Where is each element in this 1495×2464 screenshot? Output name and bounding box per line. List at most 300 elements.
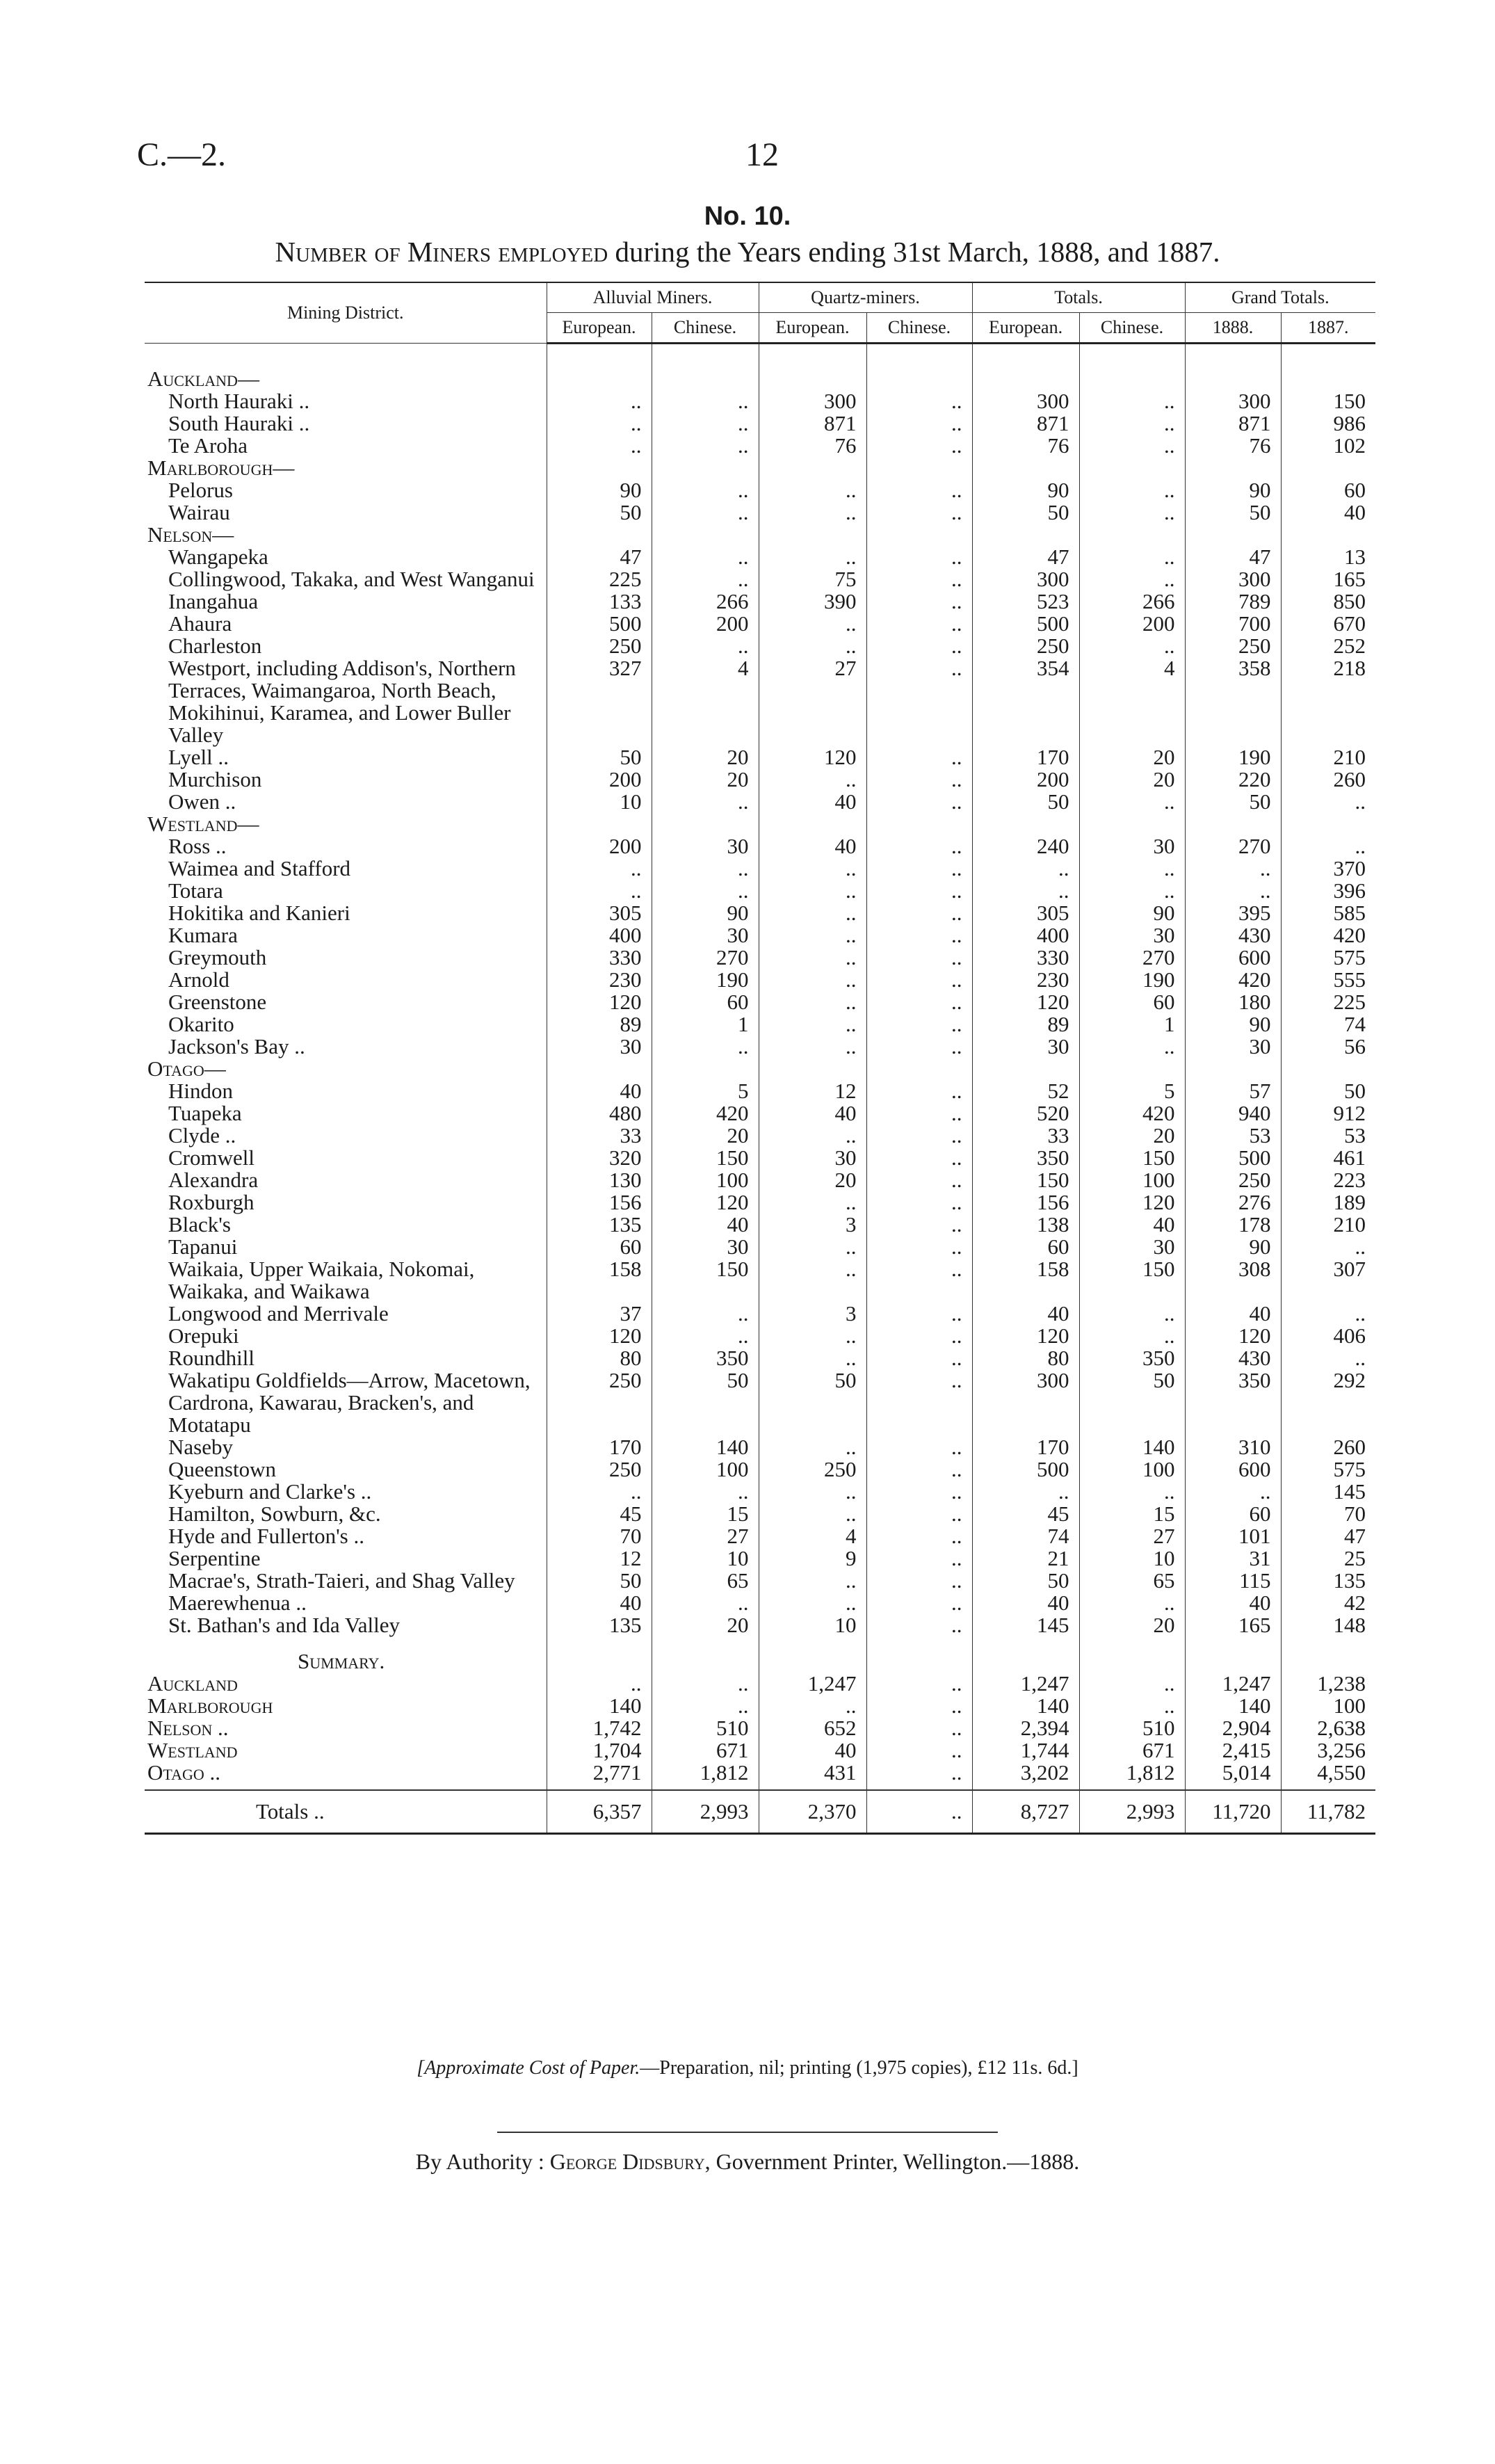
grand-1888-cell xyxy=(1185,368,1281,390)
district-name: Longwood and Merrivale xyxy=(168,1301,389,1326)
quartz-european-cell: .. xyxy=(759,1125,866,1147)
alluvial-european-cell: 133 xyxy=(547,590,652,613)
quartz-chinese-cell: .. xyxy=(866,1347,972,1369)
alluvial-chinese-cell: 27 xyxy=(652,1525,759,1547)
quartz-chinese-cell: .. xyxy=(866,1458,972,1481)
quartz-chinese-cell: .. xyxy=(866,991,972,1013)
table-row xyxy=(145,1436,1375,1458)
alluvial-chinese-cell: 350 xyxy=(652,1347,759,1369)
district-name: Pelorus xyxy=(168,478,233,502)
table-row xyxy=(145,902,1375,924)
district-name: Owen .. xyxy=(168,789,236,814)
alluvial-chinese-cell: 65 xyxy=(652,1570,759,1592)
alluvial-european-cell: 90 xyxy=(547,479,652,501)
alluvial-chinese-cell: 50 xyxy=(652,1369,759,1436)
quartz-european-cell: .. xyxy=(759,1258,866,1303)
alluvial-chinese-cell: 1 xyxy=(652,1013,759,1036)
grand-1887-cell: 292 xyxy=(1281,1369,1375,1436)
totals-chinese-cell: 20 xyxy=(1079,746,1185,768)
table-row xyxy=(145,501,1375,524)
quartz-chinese-cell: .. xyxy=(866,1303,972,1325)
quartz-european-cell: 652 xyxy=(759,1717,866,1739)
grand-1887-cell: 100 xyxy=(1281,1695,1375,1717)
grand-1888-cell: 5,014 xyxy=(1185,1762,1281,1784)
totals-european-cell: 523 xyxy=(972,590,1079,613)
grand-1888-cell: 57 xyxy=(1185,1080,1281,1102)
quartz-chinese-cell: .. xyxy=(866,1790,972,1834)
table-row xyxy=(145,969,1375,991)
alluvial-chinese-cell: .. xyxy=(652,791,759,813)
grand-1888-cell: 358 xyxy=(1185,657,1281,746)
quartz-chinese-cell: .. xyxy=(866,657,972,746)
section-row xyxy=(145,1058,1375,1080)
totals-chinese-cell: 671 xyxy=(1079,1739,1185,1762)
alluvial-european-cell: 250 xyxy=(547,635,652,657)
totals-european-cell: 8,727 xyxy=(972,1790,1079,1834)
quartz-european-cell: 4 xyxy=(759,1525,866,1547)
alluvial-european-cell: .. xyxy=(547,857,652,880)
alluvial-european-cell: 50 xyxy=(547,746,652,768)
alluvial-european-cell: 400 xyxy=(547,924,652,947)
alluvial-chinese-cell xyxy=(652,457,759,479)
alluvial-european-header: European. xyxy=(547,313,652,344)
alluvial-chinese-cell: 140 xyxy=(652,1436,759,1458)
totals-chinese-cell: .. xyxy=(1079,857,1185,880)
quartz-european-cell: .. xyxy=(759,479,866,501)
alluvial-european-cell: .. xyxy=(547,412,652,435)
imprint-suffix: , Government Printer, Wellington.—1888. xyxy=(704,2149,1080,2174)
quartz-european-cell: 40 xyxy=(759,835,866,857)
table-row xyxy=(145,1458,1375,1481)
grand-1887-cell: 420 xyxy=(1281,924,1375,947)
grand-1887-cell: 210 xyxy=(1281,746,1375,768)
cost-note-label: [Approximate Cost of Paper. xyxy=(417,2057,640,2079)
district-name: Ross .. xyxy=(168,834,227,858)
quartz-chinese-cell: .. xyxy=(866,1570,972,1592)
quartz-european-cell: .. xyxy=(759,1236,866,1258)
totals-european-cell: 145 xyxy=(972,1614,1079,1636)
grand-1887-cell: 406 xyxy=(1281,1325,1375,1347)
totals-row xyxy=(145,1790,1375,1834)
district-name: Tuapeka xyxy=(168,1101,242,1125)
title-rest: during the Years ending 31st March, 1888, and 1887. xyxy=(608,236,1220,268)
totals-european-cell xyxy=(972,457,1079,479)
grand-1887-cell: 670 xyxy=(1281,613,1375,635)
alluvial-european-cell: 230 xyxy=(547,969,652,991)
totals-european-cell xyxy=(972,1058,1079,1080)
quartz-european-cell: .. xyxy=(759,1013,866,1036)
grand-1887-cell: 218 xyxy=(1281,657,1375,746)
quartz-european-cell: 300 xyxy=(759,390,866,412)
totals-chinese-cell: .. xyxy=(1079,1695,1185,1717)
totals-european-cell: .. xyxy=(972,880,1079,902)
alluvial-chinese-cell: 20 xyxy=(652,768,759,791)
alluvial-chinese-cell: .. xyxy=(652,857,759,880)
district-name: Arnold xyxy=(168,967,229,992)
totals-european-cell: 45 xyxy=(972,1503,1079,1525)
table-row xyxy=(145,1762,1375,1784)
table-row xyxy=(145,1525,1375,1547)
alluvial-chinese-cell: .. xyxy=(652,546,759,568)
totals-chinese-cell xyxy=(1079,524,1185,546)
table-row xyxy=(145,835,1375,857)
footer-rule xyxy=(497,2132,998,2133)
totals-european-cell: 871 xyxy=(972,412,1079,435)
district-name: Nelson .. xyxy=(147,1716,229,1740)
grand-1888-cell: 50 xyxy=(1185,791,1281,813)
table-row xyxy=(145,568,1375,590)
alluvial-chinese-cell: 1,812 xyxy=(652,1762,759,1784)
section-name: Otago— xyxy=(147,1056,226,1081)
quartz-european-cell: 3 xyxy=(759,1303,866,1325)
grand-1888-cell: 140 xyxy=(1185,1695,1281,1717)
alluvial-european-cell: 47 xyxy=(547,546,652,568)
totals-european-cell: 300 xyxy=(972,1369,1079,1436)
grand-1888-cell xyxy=(1185,813,1281,835)
totals-chinese-cell: .. xyxy=(1079,435,1185,457)
totals-european-cell: 138 xyxy=(972,1214,1079,1236)
alluvial-european-cell: 200 xyxy=(547,835,652,857)
totals-chinese-cell: 90 xyxy=(1079,902,1185,924)
table-number: No. 10. xyxy=(704,202,791,231)
grand-1888-cell: 30 xyxy=(1185,1036,1281,1058)
alluvial-european-cell: 500 xyxy=(547,613,652,635)
totals-european-cell xyxy=(972,524,1079,546)
alluvial-european-cell: 120 xyxy=(547,991,652,1013)
quartz-european-cell: .. xyxy=(759,1036,866,1058)
quartz-chinese-cell xyxy=(866,1784,972,1790)
district-name: Queenstown xyxy=(168,1457,276,1481)
alluvial-chinese-cell: 2,993 xyxy=(652,1790,759,1834)
district-name xyxy=(145,1784,547,1790)
miners-table xyxy=(145,282,1375,1835)
grand-1887-cell: 575 xyxy=(1281,1458,1375,1481)
alluvial-european-cell: 10 xyxy=(547,791,652,813)
grand-1887-cell: 25 xyxy=(1281,1547,1375,1570)
grand-1887-cell: 260 xyxy=(1281,1436,1375,1458)
district-name: South Hauraki .. xyxy=(168,411,310,435)
alluvial-chinese-cell: 10 xyxy=(652,1547,759,1570)
alluvial-european-cell: 225 xyxy=(547,568,652,590)
quartz-chinese-cell xyxy=(866,368,972,390)
grand-1887-cell: 370 xyxy=(1281,857,1375,880)
grand-1887-cell: 40 xyxy=(1281,501,1375,524)
year-1887-header: 1887. xyxy=(1281,313,1375,344)
quartz-chinese-cell: .. xyxy=(866,924,972,947)
quartz-chinese-cell: .. xyxy=(866,412,972,435)
grand-totals-header: Grand Totals. xyxy=(1185,282,1375,313)
quartz-european-cell: .. xyxy=(759,1592,866,1614)
quartz-european-cell xyxy=(759,1784,866,1790)
grand-1887-cell: 70 xyxy=(1281,1503,1375,1525)
grand-1887-cell: 850 xyxy=(1281,590,1375,613)
grand-1887-cell: 555 xyxy=(1281,969,1375,991)
alluvial-chinese-cell: 30 xyxy=(652,924,759,947)
alluvial-european-cell: 158 xyxy=(547,1258,652,1303)
grand-1888-cell xyxy=(1185,457,1281,479)
section-row xyxy=(145,457,1375,479)
alluvial-european-cell: 40 xyxy=(547,1080,652,1102)
table-row xyxy=(145,991,1375,1013)
district-name: Jackson's Bay .. xyxy=(168,1034,305,1058)
table-row xyxy=(145,1592,1375,1614)
table-row xyxy=(145,1784,1375,1790)
quartz-chinese-cell: .. xyxy=(866,1673,972,1695)
totals-chinese-cell: 20 xyxy=(1079,1614,1185,1636)
district-name: Okarito xyxy=(168,1012,234,1036)
alluvial-european-cell: .. xyxy=(547,390,652,412)
grand-1887-cell: 210 xyxy=(1281,1214,1375,1236)
quartz-chinese-cell: .. xyxy=(866,1325,972,1347)
totals-chinese-cell: .. xyxy=(1079,412,1185,435)
quartz-european-cell: .. xyxy=(759,1436,866,1458)
section-name: Westland— xyxy=(147,812,259,836)
alluvial-european-cell xyxy=(547,344,652,369)
district-name: Tapanui xyxy=(168,1234,238,1259)
totals-chinese-cell: 20 xyxy=(1079,768,1185,791)
totals-european-cell xyxy=(972,1784,1079,1790)
totals-european-cell: 33 xyxy=(972,1125,1079,1147)
quartz-european-cell: 10 xyxy=(759,1614,866,1636)
quartz-chinese-cell: .. xyxy=(866,390,972,412)
quartz-european-cell: 250 xyxy=(759,1458,866,1481)
alluvial-european-cell: 40 xyxy=(547,1592,652,1614)
grand-1887-cell xyxy=(1281,524,1375,546)
district-name: North Hauraki .. xyxy=(168,389,310,413)
district-name: Greenstone xyxy=(168,990,267,1014)
alluvial-chinese-cell: 671 xyxy=(652,1739,759,1762)
district-name: Roundhill xyxy=(168,1346,255,1370)
alluvial-european-cell xyxy=(547,1784,652,1790)
grand-1888-cell: 1,247 xyxy=(1185,1673,1281,1695)
quartz-chinese-cell: .. xyxy=(866,501,972,524)
table-row xyxy=(145,1013,1375,1036)
grand-1888-cell: 310 xyxy=(1185,1436,1281,1458)
alluvial-european-cell: .. xyxy=(547,880,652,902)
table-row xyxy=(145,613,1375,635)
grand-1888-cell: 300 xyxy=(1185,390,1281,412)
alluvial-european-cell: 120 xyxy=(547,1325,652,1347)
grand-1888-cell: .. xyxy=(1185,880,1281,902)
quartz-chinese-cell: .. xyxy=(866,768,972,791)
district-name: Kumara xyxy=(168,923,238,947)
quartz-header: Quartz-miners. xyxy=(759,282,972,313)
table-row xyxy=(145,635,1375,657)
alluvial-chinese-cell: .. xyxy=(652,1303,759,1325)
printer-imprint xyxy=(0,2149,1495,2175)
alluvial-chinese-cell: 270 xyxy=(652,947,759,969)
grand-1888-cell: 350 xyxy=(1185,1369,1281,1436)
table-title xyxy=(0,235,1495,268)
alluvial-european-cell: 80 xyxy=(547,1347,652,1369)
table-row xyxy=(145,1369,1375,1436)
alluvial-european-cell: 30 xyxy=(547,1036,652,1058)
grand-1888-cell: 700 xyxy=(1185,613,1281,635)
quartz-european-cell: 871 xyxy=(759,412,866,435)
quartz-chinese-cell: .. xyxy=(866,568,972,590)
quartz-european-cell: 40 xyxy=(759,1739,866,1762)
totals-chinese-cell: 15 xyxy=(1079,1503,1185,1525)
totals-chinese-cell: .. xyxy=(1079,1036,1185,1058)
quartz-chinese-cell: .. xyxy=(866,947,972,969)
quartz-european-cell: .. xyxy=(759,1695,866,1717)
quartz-chinese-cell xyxy=(866,344,972,369)
title-smallcaps: Number of Miners employed xyxy=(275,236,608,268)
quartz-european-cell xyxy=(759,524,866,546)
table-row xyxy=(145,1481,1375,1503)
quartz-chinese-cell: .. xyxy=(866,1525,972,1547)
totals-european-cell: 50 xyxy=(972,791,1079,813)
totals-european-cell: 21 xyxy=(972,1547,1079,1570)
quartz-european-cell: 3 xyxy=(759,1214,866,1236)
totals-european-cell: 40 xyxy=(972,1592,1079,1614)
table-row xyxy=(145,546,1375,568)
grand-1887-cell: 60 xyxy=(1281,479,1375,501)
totals-chinese-cell xyxy=(1079,344,1185,369)
alluvial-chinese-cell: 60 xyxy=(652,991,759,1013)
grand-1888-cell: 2,415 xyxy=(1185,1739,1281,1762)
quartz-european-cell: .. xyxy=(759,880,866,902)
grand-1888-cell: 53 xyxy=(1185,1125,1281,1147)
grand-1887-cell: .. xyxy=(1281,1303,1375,1325)
grand-1888-cell: 190 xyxy=(1185,746,1281,768)
totals-european-cell xyxy=(972,344,1079,369)
totals-european-cell: 305 xyxy=(972,902,1079,924)
totals-european-cell: 300 xyxy=(972,390,1079,412)
totals-chinese-cell: 30 xyxy=(1079,835,1185,857)
quartz-european-cell: .. xyxy=(759,924,866,947)
alluvial-chinese-cell: 100 xyxy=(652,1169,759,1191)
table-row xyxy=(145,746,1375,768)
totals-european-cell: 90 xyxy=(972,479,1079,501)
totals-chinese-cell: 50 xyxy=(1079,1369,1185,1436)
quartz-european-cell: .. xyxy=(759,969,866,991)
grand-1888-cell: 90 xyxy=(1185,479,1281,501)
district-name: Kyeburn and Clarke's .. xyxy=(168,1479,372,1504)
grand-1888-cell: 600 xyxy=(1185,947,1281,969)
totals-chinese-cell: 1,812 xyxy=(1079,1762,1185,1784)
totals-european-cell: 40 xyxy=(972,1303,1079,1325)
quartz-european-cell: 2,370 xyxy=(759,1790,866,1834)
alluvial-european-cell: 140 xyxy=(547,1695,652,1717)
quartz-chinese-cell: .. xyxy=(866,1762,972,1784)
totals-chinese-cell: 100 xyxy=(1079,1458,1185,1481)
grand-1887-cell: 307 xyxy=(1281,1258,1375,1303)
table-row xyxy=(145,1125,1375,1147)
quartz-chinese-cell: .. xyxy=(866,1739,972,1762)
totals-chinese-cell xyxy=(1079,1784,1185,1790)
totals-european-cell: 52 xyxy=(972,1080,1079,1102)
totals-chinese-cell: .. xyxy=(1079,479,1185,501)
grand-1888-cell: 90 xyxy=(1185,1236,1281,1258)
alluvial-chinese-cell: .. xyxy=(652,479,759,501)
quartz-european-cell: .. xyxy=(759,947,866,969)
grand-1887-cell: 150 xyxy=(1281,390,1375,412)
totals-european-cell: 30 xyxy=(972,1036,1079,1058)
document-reference: C.—2. xyxy=(137,136,227,173)
quartz-chinese-cell: .. xyxy=(866,1125,972,1147)
alluvial-european-cell: 37 xyxy=(547,1303,652,1325)
quartz-chinese-header: Chinese. xyxy=(866,313,972,344)
quartz-european-cell: 30 xyxy=(759,1147,866,1169)
grand-1887-cell: 189 xyxy=(1281,1191,1375,1214)
quartz-chinese-cell: .. xyxy=(866,1547,972,1570)
district-name: Charleston xyxy=(168,634,262,658)
district-name xyxy=(145,344,547,369)
quartz-european-cell: 20 xyxy=(759,1169,866,1191)
totals-chinese-cell: 1 xyxy=(1079,1013,1185,1036)
cost-note xyxy=(0,2057,1495,2079)
alluvial-european-cell: .. xyxy=(547,1673,652,1695)
grand-1888-cell: .. xyxy=(1185,857,1281,880)
district-name: Maerewhenua .. xyxy=(168,1591,307,1615)
alluvial-chinese-cell xyxy=(652,1636,759,1673)
district-name: Hyde and Fullerton's .. xyxy=(168,1524,364,1548)
grand-1887-cell: 135 xyxy=(1281,1570,1375,1592)
quartz-chinese-cell: .. xyxy=(866,635,972,657)
grand-1887-cell: 1,238 xyxy=(1281,1673,1375,1695)
district-name: Serpentine xyxy=(168,1546,261,1570)
totals-chinese-cell: 190 xyxy=(1079,969,1185,991)
alluvial-european-cell: 89 xyxy=(547,1013,652,1036)
alluvial-chinese-cell: 200 xyxy=(652,613,759,635)
section-name: Marlborough— xyxy=(147,456,295,480)
table-row xyxy=(145,657,1375,746)
alluvial-chinese-cell: 20 xyxy=(652,1614,759,1636)
grand-1887-cell: 252 xyxy=(1281,635,1375,657)
alluvial-chinese-cell: .. xyxy=(652,1673,759,1695)
alluvial-european-cell xyxy=(547,368,652,390)
quartz-european-cell: 50 xyxy=(759,1369,866,1436)
totals-chinese-cell: .. xyxy=(1079,635,1185,657)
printer-name: George Didsbury xyxy=(549,2149,705,2174)
grand-1887-cell xyxy=(1281,1636,1375,1673)
section-row xyxy=(145,813,1375,835)
grand-1888-cell xyxy=(1185,344,1281,369)
alluvial-european-cell: .. xyxy=(547,1481,652,1503)
quartz-chinese-cell: .. xyxy=(866,1013,972,1036)
table-row xyxy=(145,390,1375,412)
totals-european-cell xyxy=(972,1636,1079,1673)
grand-1888-cell: 789 xyxy=(1185,590,1281,613)
totals-european-cell: 354 xyxy=(972,657,1079,746)
grand-1888-cell: 180 xyxy=(1185,991,1281,1013)
grand-1887-cell: 986 xyxy=(1281,412,1375,435)
district-name: Hindon xyxy=(168,1079,233,1103)
alluvial-european-cell: 250 xyxy=(547,1458,652,1481)
alluvial-chinese-cell: 90 xyxy=(652,902,759,924)
quartz-chinese-cell: .. xyxy=(866,1169,972,1191)
alluvial-chinese-cell: 40 xyxy=(652,1214,759,1236)
grand-1888-cell: 60 xyxy=(1185,1503,1281,1525)
table-row xyxy=(145,1147,1375,1169)
totals-chinese-cell: 2,993 xyxy=(1079,1790,1185,1834)
quartz-chinese-cell: .. xyxy=(866,880,972,902)
totals-european-cell xyxy=(972,368,1079,390)
quartz-chinese-cell xyxy=(866,457,972,479)
alluvial-european-cell: 60 xyxy=(547,1236,652,1258)
grand-1887-cell xyxy=(1281,344,1375,369)
district-name: Hokitika and Kanieri xyxy=(168,901,350,925)
totals-european-cell: 500 xyxy=(972,1458,1079,1481)
totals-european-cell: 200 xyxy=(972,768,1079,791)
grand-1888-cell: 308 xyxy=(1185,1258,1281,1303)
district-name: Collingwood, Takaka, and West Wanganui xyxy=(168,567,535,591)
grand-1887-cell: 461 xyxy=(1281,1147,1375,1169)
table-row xyxy=(145,1214,1375,1236)
alluvial-european-cell: 50 xyxy=(547,1570,652,1592)
grand-1887-cell xyxy=(1281,457,1375,479)
